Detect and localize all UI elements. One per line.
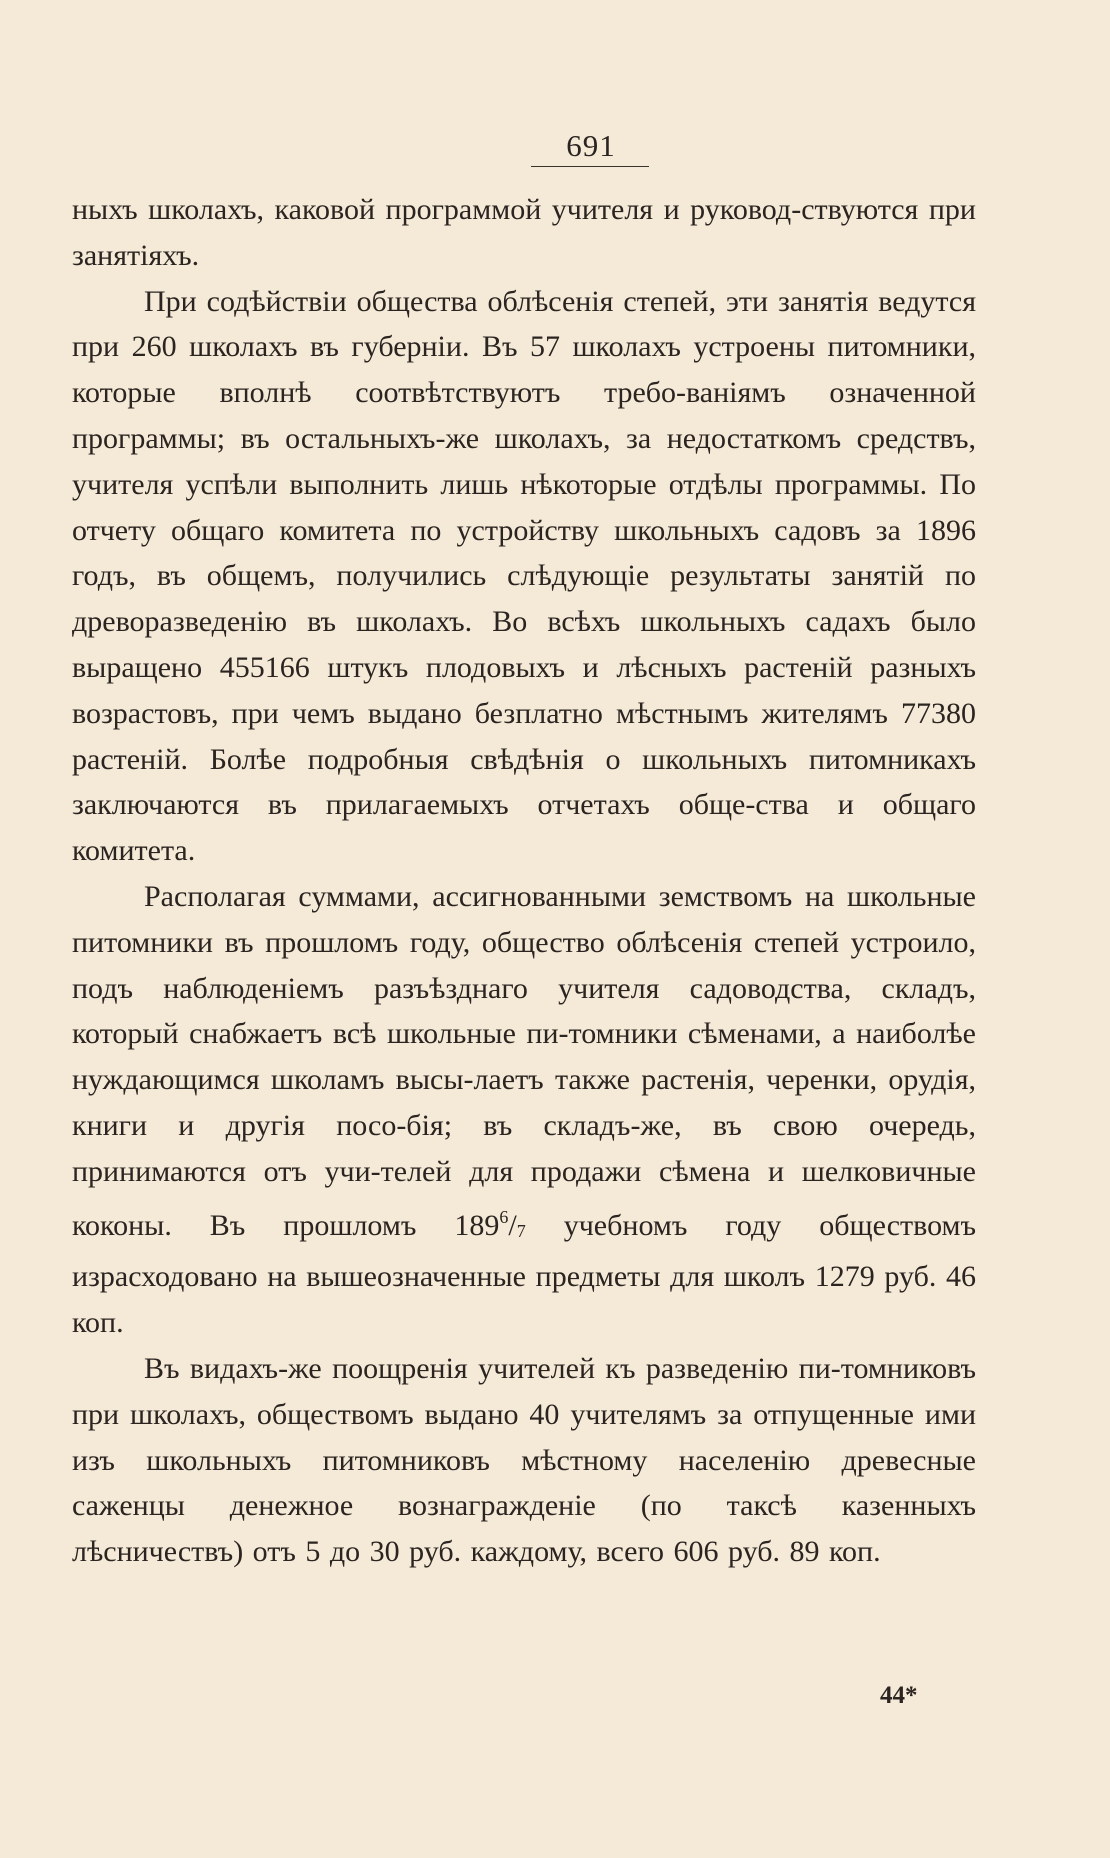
body-text bbox=[72, 187, 976, 1575]
signature-mark: 44* bbox=[880, 1682, 918, 1709]
academic-year: $189^6/_7$ bbox=[454, 1206, 526, 1242]
paragraph-continuation: ныхъ школахъ, каковой программой учителя и руковод-ствуются при занятіяхъ. bbox=[72, 193, 976, 272]
paragraph-school-nurseries: При содѣйствіи общества облѣсенія степей, эти занятія ведутся при 260 школахъ въ губерніи. Въ 57 школахъ устроены питомники, которые вполнѣ соотвѣтствуютъ требо-ваніямъ означенной программы; въ остальныхъ-же школахъ, за недостаткомъ средствъ, учителя успѣли выполнить лишь нѣкоторые отдѣлы программы. По отчету общаго комитета по устройству школьныхъ садовъ за 1896 годъ, въ общемъ, получились слѣдующіе результаты занятій по древоразведенію въ школахъ. Во всѣхъ школьныхъ садахъ было выращено 455166 штукъ плодовыхъ и лѣсныхъ растеній разныхъ возрастовъ, при чемъ выдано безплатно мѣстнымъ жителямъ 77380 растеній. Болѣе подробныя свѣдѣнія о школьныхъ питомникахъ заключаются въ прилагаемыхъ отчетахъ обще-ства и общаго комитета. bbox=[72, 284, 976, 868]
paragraph-warehouse-tail: учебномъ году обществомъ израсходовано на вышеозначенные предметы для школъ 1279 руб. 46 коп. bbox=[72, 1208, 977, 1340]
paragraph-teacher-rewards: Въ видахъ-же поощренія учителей къ разведенію пи-томниковъ при школахъ, обществомъ выдано 40 учителямъ за отпущенные ими изъ школьныхъ питомниковъ мѣстному населенію древесные саженцы денежное вознагражденіе (по таксѣ казенныхъ лѣсничествъ) отъ 5 до 30 руб. каждому, всего 606 руб. 89 коп. bbox=[72, 1351, 976, 1569]
header-rule bbox=[531, 166, 649, 167]
page-number: 691 bbox=[566, 128, 616, 163]
paragraph-warehouse-text: Располагая суммами, ассигнованными земствомъ на школьные питомники въ прошломъ году, общество облѣсенія степей устроило, подъ наблюденіемъ разъѣзднаго учителя садоводства, складъ, который снабжаетъ всѣ школьные пи-томники сѣменами, а наиболѣе нуждающимся школамъ высы-лаетъ также растенія, черенки, орудія, книги и другія посо-бія; въ складъ-же, въ свою очередь, принимаются отъ учи-телей для продажи сѣмена и шелковичные коконы. Въ прошломъ bbox=[72, 879, 976, 1242]
paragraph-warehouse bbox=[72, 874, 976, 1346]
